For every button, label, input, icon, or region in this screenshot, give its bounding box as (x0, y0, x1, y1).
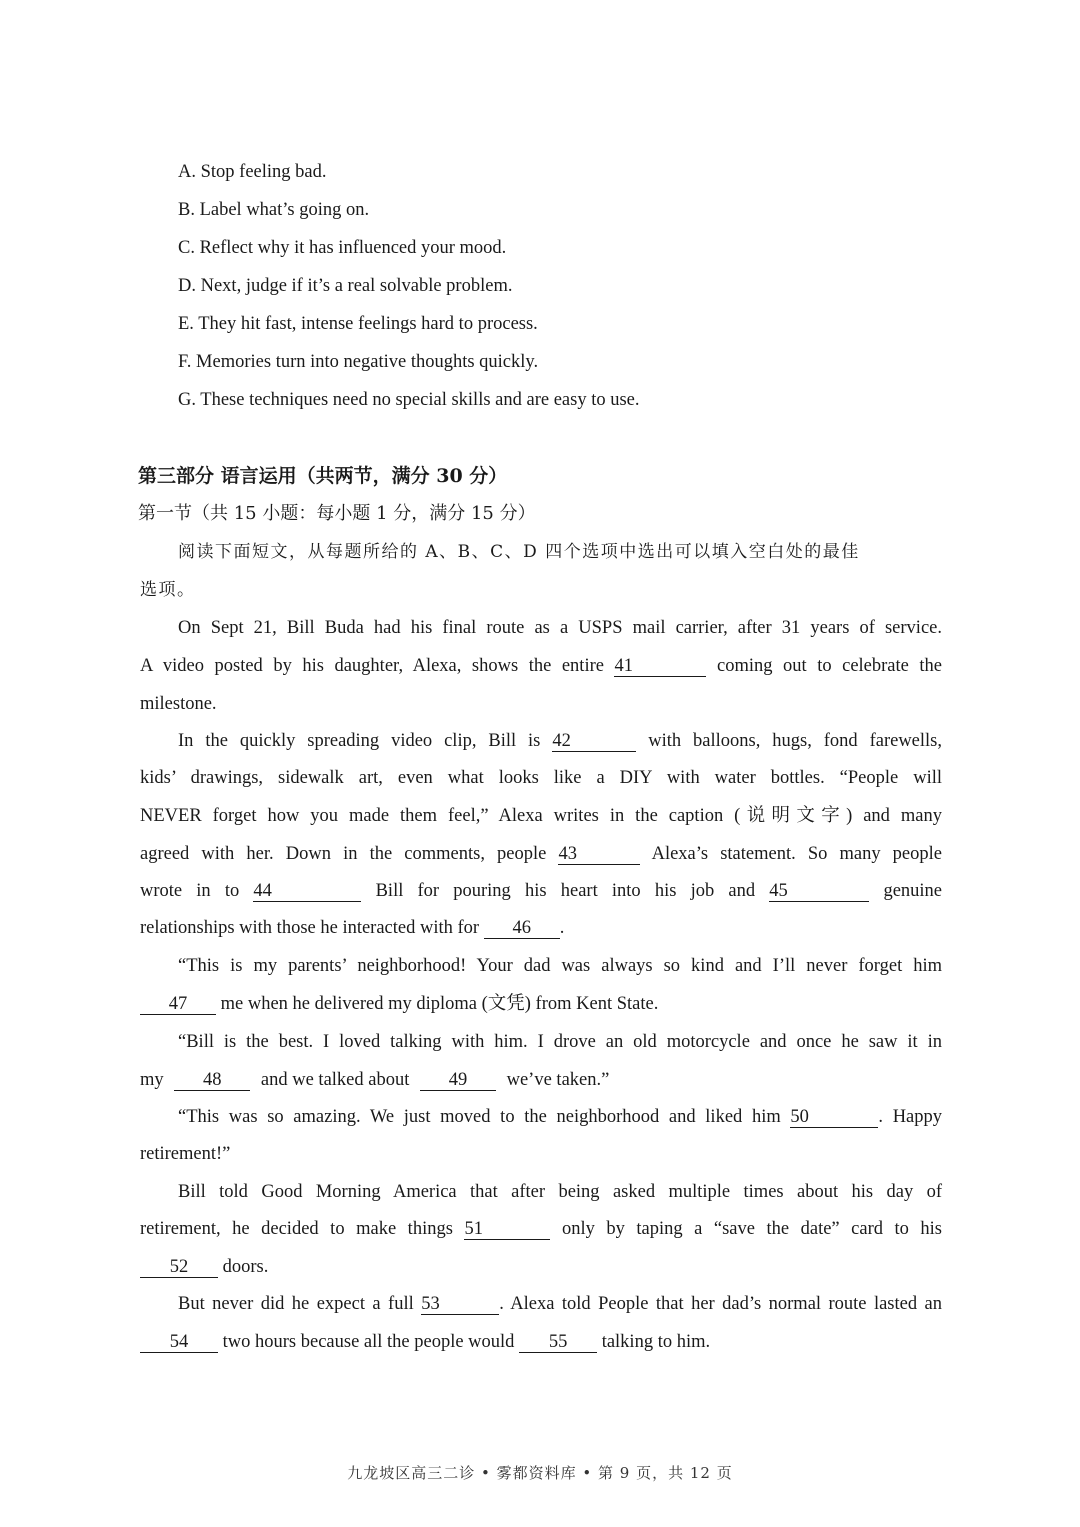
instruction-line-1: 阅读下面短文，从每题所给的 A、B、C、D 四个选项中选出可以填入空白处的最佳 (178, 542, 860, 562)
option-f: F. Memories turn into negative thoughts quickly. (178, 352, 539, 372)
passage-line (140, 1330, 942, 1354)
text: . Alexa told People that her dad’s normal route lasted an (499, 1294, 943, 1314)
blank-54: 54 (140, 1332, 218, 1353)
text: with balloons, hugs, fond farewells, (648, 731, 942, 751)
text: doors. (222, 1257, 269, 1277)
text: retirement, he decided to make things (140, 1219, 453, 1239)
passage-line: “This is my parents’ neighborhood! Your dad was always so kind and I’ll never forget him (178, 956, 942, 976)
text: only by taping a “save the date” card to his (561, 1219, 943, 1239)
blank-42: 42 (552, 731, 636, 752)
blank-50: 50 (790, 1107, 878, 1128)
passage-line: On Sept 21, Bill Buda had his final route as a USPS mail carrier, after 31 years of service. (178, 618, 942, 638)
text: my (140, 1070, 164, 1090)
passage-line (140, 1217, 942, 1241)
passage-line (140, 654, 942, 678)
blank-48: 48 (174, 1070, 250, 1091)
passage-line (140, 879, 942, 903)
text: But never did he expect a full (178, 1294, 414, 1314)
text: “This was so amazing. We just moved to the neighborhood and liked him (178, 1107, 781, 1127)
blank-49: 49 (420, 1070, 496, 1091)
blank-45: 45 (769, 881, 869, 902)
text: wrote in to (140, 881, 240, 901)
text: me when he delivered my diploma (文凭) from Kent State. (220, 994, 659, 1014)
option-a: A. Stop feeling bad. (178, 162, 327, 182)
text: we’ve taken.” (506, 1070, 610, 1090)
blank-46: 46 (484, 918, 560, 939)
passage-line (140, 992, 942, 1016)
part3-title: 第三部分 语言运用（共两节，满分 30 分） (138, 465, 508, 487)
text: agreed with her. Down in the comments, people (140, 844, 547, 864)
text: . (559, 918, 565, 938)
blank-44: 44 (253, 881, 361, 902)
option-c: C. Reflect why it has influenced your mood. (178, 238, 507, 258)
text: Bill for pouring his heart into his job and (375, 881, 756, 901)
blank-47: 47 (140, 994, 216, 1015)
passage-line: Bill told Good Morning America that after being asked multiple times about his day of (178, 1182, 942, 1202)
blank-55: 55 (519, 1332, 597, 1353)
text: Alexa’s statement. So many people (651, 844, 942, 864)
blank-53: 53 (421, 1294, 499, 1315)
blank-41: 41 (614, 656, 706, 677)
text: talking to him. (601, 1332, 711, 1352)
passage-line (178, 1105, 942, 1129)
passage-line (178, 1292, 942, 1316)
section1-title: 第一节（共 15 小题：每小题 1 分，满分 15 分） (138, 503, 536, 524)
passage-line (140, 1068, 942, 1092)
page-footer: 九龙坡区高三二诊 • 雾都资料库 • 第 9 页，共 12 页 (347, 1464, 733, 1482)
option-d: D. Next, judge if it’s a real solvable problem. (178, 276, 513, 296)
passage-line: retirement!” (140, 1144, 231, 1164)
option-e: E. They hit fast, intense feelings hard to process. (178, 314, 538, 334)
text: relationships with those he interacted with for (140, 918, 480, 938)
passage-line: “Bill is the best. I loved talking with him. I drove an old motorcycle and once he saw it in (178, 1032, 942, 1052)
blank-52: 52 (140, 1257, 218, 1278)
blank-43: 43 (558, 844, 640, 865)
instruction-line-2: 选项。 (140, 580, 196, 600)
passage-line (140, 842, 942, 866)
text: In the quickly spreading video clip, Bill is (178, 731, 541, 751)
option-b: B. Label what’s going on. (178, 200, 370, 220)
passage-line: kids’ drawings, sidewalk art, even what looks like a DIY with water bottles. “People will (140, 768, 942, 788)
option-g: G. These techniques need no special skills and are easy to use. (178, 390, 640, 410)
passage-line: NEVER forget how you made them feel,” Alexa writes in the caption (说明文字) and many (140, 806, 942, 826)
text: . Happy (878, 1107, 943, 1127)
passage-line (140, 1255, 942, 1279)
text: coming out to celebrate the (717, 656, 943, 676)
text: two hours because all the people would (222, 1332, 515, 1352)
passage-line (178, 729, 942, 753)
text: A video posted by his daughter, Alexa, shows the entire (140, 656, 604, 676)
text: genuine (883, 881, 943, 901)
passage-line (140, 916, 942, 940)
text: and we talked about (260, 1070, 410, 1090)
blank-51: 51 (464, 1219, 550, 1240)
passage-line: milestone. (140, 694, 217, 714)
